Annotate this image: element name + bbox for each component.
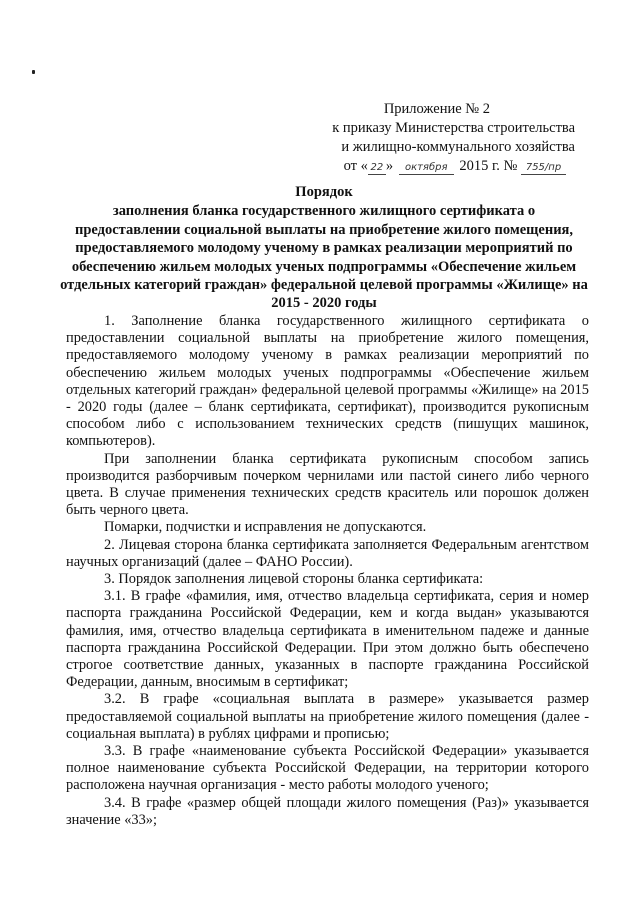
date-year: 2015 г. №	[459, 158, 518, 174]
paragraph-1: 1. Заполнение бланка государственного жилищного сертификата о предоставлении социальной выплаты на приобретение жилого помещения, предоставляемого молодому ученому в рамках реализации мероприятий по обеспечению жильем молодых ученых подпрограммы «Обеспечение жильем отдельных категорий граждан» федеральной целевой программы «Жилище» на 2015 - 2020 годы (далее – бланк сертификата, сертификат), производится рукописным способом либо с использованием технических средств (пишущих машинок, компьютеров).	[66, 313, 589, 450]
appendix-order-line: к приказу Министерства строительства	[332, 120, 575, 136]
title-body: заполнения бланка государственного жилищного сертификата о предоставлении социальной выплаты на приобретение жилого помещения, предоставляемого молодому ученому в рамках реализации мероприятий по обеспечению жильем молодых ученых подпрограммы «Обеспечение жильем отдельных категорий граждан» федеральной целевой программы «Жилище» на 2015 - 2020 годы	[60, 203, 588, 312]
handwritten-day: 22	[368, 162, 386, 175]
document-body	[66, 313, 589, 829]
paragraph-9: 3.4. В графе «размер общей площади жилого помещения (Раз)» указывается значение «33»;	[66, 794, 589, 828]
appendix-title: Приложение № 2	[383, 101, 490, 117]
date-prefix: от «	[343, 158, 368, 174]
paragraph-7: 3.2. В графе «социальная выплата в размере» указывается размер предоставляемой социальной выплаты на приобретение жилого помещения (далее - социальная выплата) в рублях цифрами и прописью;	[66, 691, 589, 742]
appendix-ministry-line: и жилищно-коммунального хозяйства	[341, 139, 575, 155]
handwritten-month: октября	[399, 162, 454, 175]
paragraph-2: При заполнении бланка сертификата рукописным способом запись производится разборчивым почерком чернилами или пастой синего либо черного цвета. В случае применения технических средств краситель или порошок должен быть черного цвета.	[66, 450, 589, 519]
scan-speck	[32, 70, 35, 74]
paragraph-5: 3. Порядок заполнения лицевой стороны бланка сертификата:	[104, 571, 484, 588]
appendix-header	[300, 100, 575, 176]
paragraph-4: 2. Лицевая сторона бланка сертификата заполняется Федеральным агентством научных организаций (далее – ФАНО России).	[66, 536, 589, 570]
paragraph-3: Помарки, подчистки и исправления не допускаются.	[104, 519, 427, 536]
handwritten-order-number: 755/пр	[521, 162, 566, 175]
paragraph-8: 3.3. В графе «наименование субъекта Российской Федерации» указывается полное наименование субъекта Российской Федерации, на территории которого расположена научная организация - место работы молодого ученого;	[66, 743, 589, 794]
document-title	[60, 183, 588, 313]
appendix-date-line	[300, 157, 575, 176]
paragraph-6: 3.1. В графе «фамилия, имя, отчество владельца сертификата, серия и номер паспорта гражданина Российской Федерации, кем и когда выдан» указываются фамилия, имя, отчество владельца сертификата в именительном падеже и данные паспорта гражданина Российской Федерации. При этом должно быть обеспечено строгое соответствие данных, указанных в паспорте гражданина Российской Федерации, данным, вносимым в сертификат;	[66, 588, 589, 691]
title-heading: Порядок	[295, 184, 353, 200]
date-mid: »	[385, 158, 394, 174]
